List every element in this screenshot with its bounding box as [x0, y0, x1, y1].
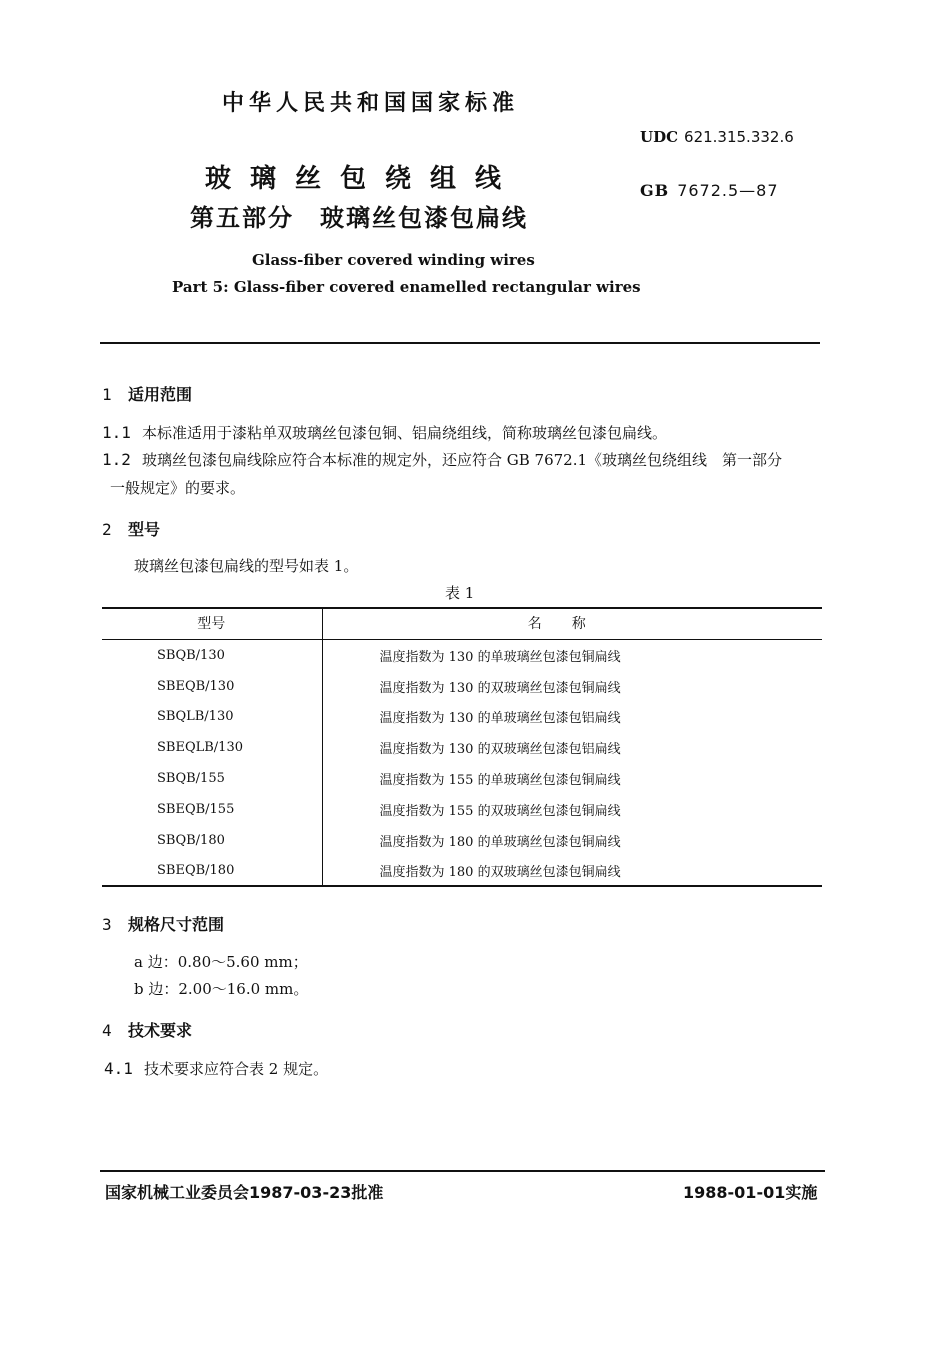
clause-1-2-text-a: 玻璃丝包漆包扁线除应符合本标准的规定外，还应符合 GB 7672.1《玻璃丝包绕组线 第一部分	[142, 451, 783, 469]
clause-1-2	[102, 449, 782, 470]
table-row	[102, 702, 822, 733]
udc-value: 621.315.332.6	[684, 128, 794, 146]
table-bottom-rule	[102, 885, 822, 887]
clause-4-1-number: 4.1	[104, 1059, 133, 1078]
header-divider	[100, 342, 820, 344]
model-cell: SBEQB/180	[102, 856, 322, 887]
model-cell: SBQB/180	[102, 825, 322, 856]
model-cell: SBEQB/155	[102, 794, 322, 825]
title-en-line2: Part 5: Glass-fiber covered enamelled rectangular wires	[172, 278, 641, 296]
model-cell: SBEQLB/130	[102, 732, 322, 763]
footer-divider	[100, 1170, 825, 1172]
section-2-number: 2	[102, 520, 112, 539]
name-cell: 温度指数为 130 的双玻璃丝包漆包铜扁线	[379, 680, 621, 696]
dimension-b: b 边：2.00～16.0 mm。	[134, 980, 309, 998]
dimension-a: a 边：0.80～5.60 mm；	[134, 953, 308, 971]
udc-code	[640, 128, 794, 146]
section-4-number: 4	[102, 1021, 112, 1040]
name-cell: 温度指数为 130 的单玻璃丝包漆包铝扁线	[379, 711, 621, 727]
effective-date: 1988-01-01实施	[683, 1183, 818, 1202]
model-cell: SBEQB/130	[102, 671, 322, 702]
model-cell: SBQLB/130	[102, 702, 322, 733]
clause-4-1	[104, 1058, 328, 1079]
table-row	[102, 732, 822, 763]
gb-code	[640, 181, 779, 200]
section-1-title: 适用范围	[128, 385, 193, 404]
title-cn-line2: 第五部分 玻璃丝包漆包扁线	[190, 204, 528, 232]
section-2-text: 玻璃丝包漆包扁线的型号如表 1。	[134, 557, 359, 575]
approval-date: 国家机械工业委员会1987-03-23批准	[105, 1183, 384, 1202]
name-cell: 温度指数为 180 的双玻璃丝包漆包铜扁线	[379, 865, 621, 881]
clause-4-1-text: 技术要求应符合表 2 规定。	[144, 1060, 329, 1078]
clause-1-2-text-b: 一般规定》的要求。	[110, 479, 246, 497]
clause-1-1-text: 本标准适用于漆粘单双玻璃丝包漆包铜、铝扁绕组线，简称玻璃丝包漆包扁线。	[142, 424, 668, 442]
name-cell: 温度指数为 155 的双玻璃丝包漆包铜扁线	[379, 803, 621, 819]
section-1-number: 1	[102, 385, 112, 404]
clause-1-1	[102, 422, 667, 443]
standard-type-heading: 中华人民共和国国家标准	[222, 91, 520, 116]
model-cell: SBQB/155	[102, 763, 322, 794]
table-row	[102, 763, 822, 794]
name-cell: 温度指数为 155 的单玻璃丝包漆包铜扁线	[379, 773, 621, 789]
title-en-line1: Glass-fiber covered winding wires	[252, 251, 535, 269]
table-row	[102, 825, 822, 856]
table-row	[102, 640, 822, 671]
header-model: 型号	[102, 607, 322, 640]
table-row	[102, 794, 822, 825]
udc-label: UDC	[640, 128, 679, 146]
table-row	[102, 671, 822, 702]
section-3-title: 规格尺寸范围	[128, 915, 225, 934]
clause-1-1-number: 1.1	[102, 423, 131, 442]
section-4-title: 技术要求	[128, 1021, 193, 1040]
name-cell: 温度指数为 180 的单玻璃丝包漆包铜扁线	[379, 834, 621, 850]
gb-label: GB	[640, 181, 670, 200]
gb-value: 7672.5—87	[677, 181, 779, 200]
section-3-number: 3	[102, 915, 112, 934]
table-row	[102, 856, 822, 887]
header-name: 名称	[322, 607, 822, 640]
section-4-heading	[102, 1018, 192, 1041]
clause-1-2-number: 1.2	[102, 450, 131, 469]
title-cn-line1: 玻璃丝包绕组线	[205, 164, 521, 194]
section-1-heading	[102, 382, 192, 405]
table-1	[102, 607, 822, 886]
section-2-title: 型号	[128, 520, 161, 539]
name-cell: 温度指数为 130 的单玻璃丝包漆包铜扁线	[379, 649, 621, 665]
section-2-heading	[102, 517, 160, 540]
name-cell: 温度指数为 130 的双玻璃丝包漆包铝扁线	[379, 742, 621, 758]
section-3-heading	[102, 912, 224, 935]
model-cell: SBQB/130	[102, 640, 322, 671]
table-1-caption: 表 1	[445, 584, 475, 602]
table-header-row	[102, 607, 822, 640]
